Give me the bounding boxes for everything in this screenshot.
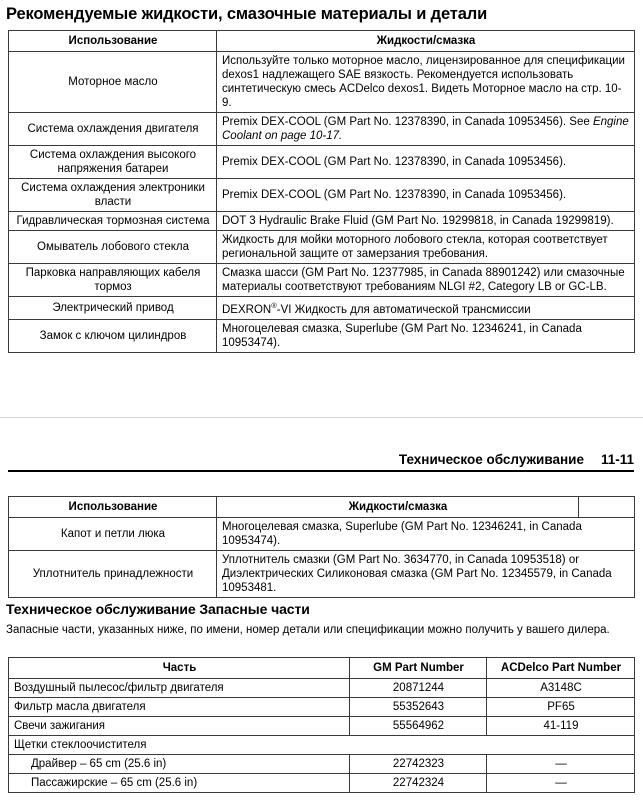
- cell-fluid: Смазка шасси (GM Part No. 12377985, in Canada 88901242) или смазочные материалы соответствуют требованиям NLGI #2, Category LB or GC-LB.: [217, 264, 635, 297]
- cell-fluid: Premix DEX-COOL (GM Part No. 12378390, in Canada 10953456).: [217, 146, 635, 179]
- column-header-fluid: Жидкости/смазка: [217, 497, 579, 518]
- recommended-fluids-table: [8, 30, 635, 353]
- cell-part-name: Драйвер – 65 cm (25.6 in): [9, 755, 350, 774]
- table-row-group: [9, 736, 635, 755]
- cell-fluid-suffix: -VI Жидкость для автоматической трансмиссии: [276, 303, 531, 316]
- cell-usage: Система охлаждения двигателя: [9, 113, 217, 146]
- cell-part-name: Фильтр масла двигателя: [9, 698, 350, 717]
- column-header-part: Часть: [9, 658, 350, 679]
- table-row: [9, 52, 635, 113]
- column-header-gm-part-number: GM Part Number: [350, 658, 487, 679]
- table-row: [9, 679, 635, 698]
- cell-fluid: [217, 113, 635, 146]
- maintenance-parts-table: [8, 657, 635, 793]
- section-title-parts: Техническое обслуживание Запасные части: [6, 601, 310, 617]
- cell-fluid: [217, 297, 635, 320]
- cell-part-name: Воздушный пылесос/фильтр двигателя: [9, 679, 350, 698]
- running-head-rule: [8, 470, 634, 472]
- cell-fluid: Многоцелевая смазка, Superlube (GM Part No. 12346241, in Canada 10953474).: [217, 319, 635, 352]
- cell-fluid: Уплотнитель смазки (GM Part No. 3634770, in Canada 10953518) or Диэлектрических Силиконовая смазка (GM Part No. 12345579, in Canada 10953481.: [217, 551, 635, 598]
- running-head: [399, 452, 634, 467]
- cell-fluid: DOT 3 Hydraulic Brake Fluid (GM Part No. 19299818, in Canada 19299819).: [217, 212, 635, 231]
- column-header-usage: Использование: [9, 31, 217, 52]
- cell-usage: Система охлаждения электроники власти: [9, 179, 217, 212]
- running-head-page-number: 11-11: [600, 452, 634, 467]
- cell-part-name: Пассажирские – 65 cm (25.6 in): [9, 774, 350, 793]
- table-header-row: [9, 658, 635, 679]
- page-separator: [0, 417, 643, 418]
- column-header-extra: [579, 497, 635, 518]
- registered-trademark-icon: ®: [271, 301, 277, 310]
- table-row: [9, 755, 635, 774]
- cell-fluid-prefix: DEXRON: [222, 303, 272, 316]
- table-row: [9, 717, 635, 736]
- table-row: [9, 698, 635, 717]
- table-row: [9, 297, 635, 320]
- cell-gm-part-number: 55352643: [350, 698, 487, 717]
- cell-usage: Уплотнитель принадлежности: [9, 551, 217, 598]
- cell-acdelco-part-number: —: [487, 774, 635, 793]
- table-row: [9, 319, 635, 352]
- section-intro-parts: Запасные части, указанных ниже, по имени, номер детали или спецификации можно получить у вашего дилера.: [6, 624, 610, 636]
- cell-usage: Моторное масло: [9, 52, 217, 113]
- cell-fluid-text: Premix DEX-COOL (GM Part No. 12378390, in Canada 10953456). See: [222, 116, 593, 128]
- cell-part-name: Свечи зажигания: [9, 717, 350, 736]
- table-row: [9, 264, 635, 297]
- table-row: [9, 518, 635, 551]
- cell-fluid: Используйте только моторное масло, лицензированное для спецификации dexos1 надлежащего SAE вязкость. Рекомендуется использовать синтетическую смесь ACDelco dexos1. Видеть Моторное масло на стр. 10-9.: [217, 52, 635, 113]
- table-row: [9, 231, 635, 264]
- cell-acdelco-part-number: 41-119: [487, 717, 635, 736]
- cell-fluid: Жидкость для мойки моторного лобового стекла, которая соответствует региональной защите от замерзания требования.: [217, 231, 635, 264]
- table-row: [9, 146, 635, 179]
- table-row: [9, 774, 635, 793]
- table-row: [9, 212, 635, 231]
- table-row: [9, 113, 635, 146]
- page-title: Рекомендуемые жидкости, смазочные материалы и детали: [6, 5, 488, 23]
- column-header-usage: Использование: [9, 497, 217, 518]
- cell-acdelco-part-number: —: [487, 755, 635, 774]
- table-header-row: [9, 497, 635, 518]
- cell-usage: Замок с ключом цилиндров: [9, 319, 217, 352]
- cell-gm-part-number: 20871244: [350, 679, 487, 698]
- cell-usage: Электрический привод: [9, 297, 217, 320]
- cell-usage: Система охлаждения высокого напряжения батареи: [9, 146, 217, 179]
- cell-gm-part-number: 55564962: [350, 717, 487, 736]
- column-header-fluid: Жидкости/смазка: [217, 31, 635, 52]
- cell-acdelco-part-number: A3148C: [487, 679, 635, 698]
- running-head-section: Техническое обслуживание: [398, 452, 584, 467]
- cell-fluid: Premix DEX-COOL (GM Part No. 12378390, in Canada 10953456).: [217, 179, 635, 212]
- cell-gm-part-number: 22742324: [350, 774, 487, 793]
- cell-fluid: Многоцелевая смазка, Superlube (GM Part No. 12346241, in Canada 10953474).: [217, 518, 635, 551]
- cell-usage: Гидравлическая тормозная система: [9, 212, 217, 231]
- table-row: [9, 551, 635, 598]
- cell-part-group-name: Щетки стеклоочистителя: [9, 736, 635, 755]
- table-header-row: [9, 31, 635, 52]
- table-row: [9, 179, 635, 212]
- cell-gm-part-number: 22742323: [350, 755, 487, 774]
- recommended-fluids-continued-table: [8, 496, 635, 598]
- cell-acdelco-part-number: PF65: [487, 698, 635, 717]
- cell-usage: Парковка направляющих кабеля тормоз: [9, 264, 217, 297]
- cell-usage: Омыватель лобового стекла: [9, 231, 217, 264]
- cell-fluid-reference: Engine Coolant on page 10-17.: [222, 116, 629, 142]
- column-header-acdelco-part-number: ACDelco Part Number: [487, 658, 635, 679]
- cell-usage: Капот и петли люка: [9, 518, 217, 551]
